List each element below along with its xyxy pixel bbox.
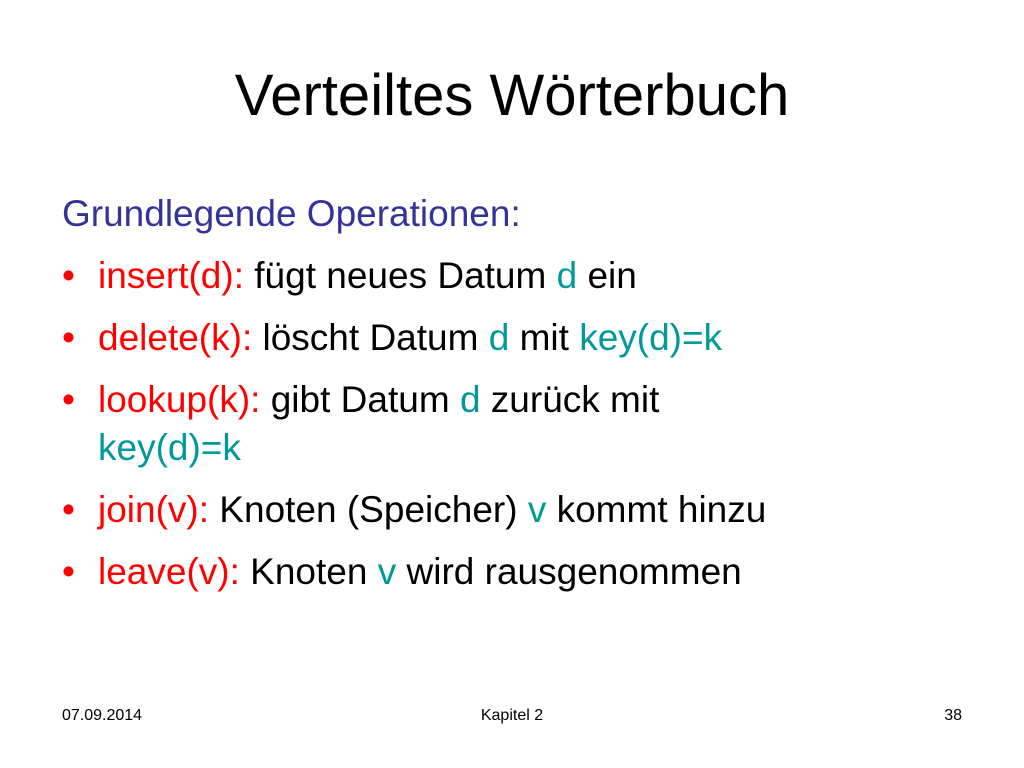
operation-text: ein bbox=[577, 255, 637, 296]
page-number: 38 bbox=[944, 707, 962, 724]
list-item-insert bbox=[62, 252, 962, 300]
operation-name: delete(k): bbox=[98, 317, 253, 358]
operation-text: kommt hinzu bbox=[546, 489, 767, 530]
operation-text: mit bbox=[509, 317, 580, 358]
list-item-lookup bbox=[62, 376, 962, 472]
slide-title: Verteiltes Wörterbuch bbox=[234, 63, 790, 128]
operation-text: gibt Datum bbox=[260, 379, 460, 420]
footer-date: 07.09.2014 bbox=[62, 707, 143, 724]
operation-name: lookup(k): bbox=[98, 379, 261, 420]
operation-text: löscht Datum bbox=[252, 317, 489, 358]
operation-text: fügt neues Datum bbox=[243, 255, 557, 296]
operation-variable: d bbox=[556, 255, 578, 296]
bullet-icon: • bbox=[62, 255, 75, 296]
operation-variable: v bbox=[527, 489, 547, 530]
bullet-icon: • bbox=[62, 379, 75, 420]
list-item-delete bbox=[62, 314, 962, 362]
operation-text: zurück mit bbox=[480, 379, 660, 420]
operation-variable: key(d)=k bbox=[98, 427, 241, 468]
list-item-leave bbox=[62, 548, 962, 596]
operation-variable: d bbox=[488, 317, 510, 358]
operation-text: Knoten bbox=[239, 551, 378, 592]
operation-text: wird rausgenommen bbox=[396, 551, 742, 592]
bullet-icon: • bbox=[62, 317, 75, 358]
bullet-icon: • bbox=[62, 551, 75, 592]
operation-text: Knoten (Speicher) bbox=[209, 489, 528, 530]
operation-variable: key(d)=k bbox=[579, 317, 723, 358]
footer-chapter: Kapitel 2 bbox=[480, 707, 544, 724]
operation-variable: v bbox=[377, 551, 397, 592]
operation-name: insert(d): bbox=[98, 255, 244, 296]
section-heading: Grundlegende Operationen: bbox=[62, 193, 521, 234]
bullet-icon: • bbox=[62, 489, 75, 530]
operations-list bbox=[62, 252, 962, 610]
operation-name: join(v): bbox=[98, 489, 210, 530]
list-item-join bbox=[62, 486, 962, 534]
operation-name: leave(v): bbox=[98, 551, 240, 592]
operation-variable: d bbox=[459, 379, 481, 420]
